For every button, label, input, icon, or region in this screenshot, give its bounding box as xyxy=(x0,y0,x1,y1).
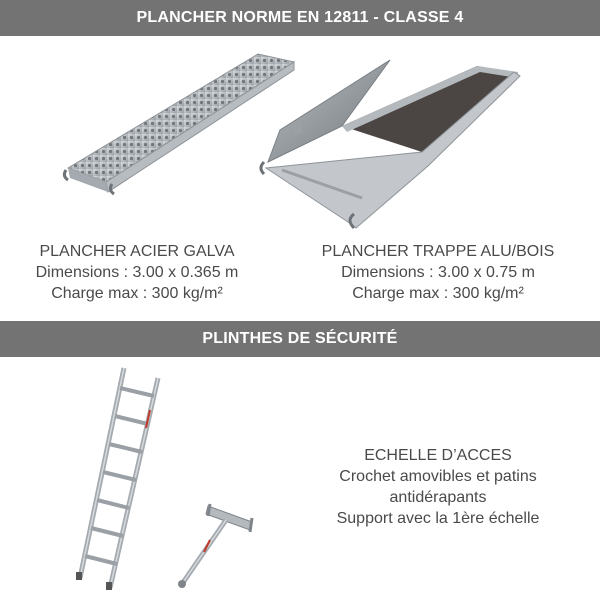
section-title: PLINTHES DE SÉCURITÉ xyxy=(202,330,398,347)
product-dimensions: Dimensions : 3.00 x 0.75 m xyxy=(341,264,535,281)
product-caption-trapdoor xyxy=(276,241,600,304)
product-name: PLANCHER TRAPPE ALU/BOIS xyxy=(321,243,555,260)
ladder-line-1: Crochet amovibles et patins xyxy=(339,468,537,485)
header-bar xyxy=(0,0,600,36)
ladder-line-3: Support avec la 1ère échelle xyxy=(336,510,540,527)
ladder-caption xyxy=(276,445,600,529)
product-name: PLANCHER ACIER GALVA xyxy=(39,243,235,260)
header-title: PLANCHER NORME EN 12811 - CLASSE 4 xyxy=(136,9,464,26)
product-dimensions: Dimensions : 3.00 x 0.365 m xyxy=(35,264,239,281)
ladder-support-image xyxy=(172,500,262,595)
ladder-line-2: antidérapants xyxy=(389,489,487,506)
trapdoor-plank-image xyxy=(252,58,527,233)
product-charge: Charge max : 300 kg/m² xyxy=(51,285,223,302)
ladder-title: ECHELLE D’ACCES xyxy=(364,447,512,464)
product-caption-steel xyxy=(0,241,274,304)
section-bar xyxy=(0,321,600,357)
ladder-image xyxy=(70,362,170,592)
product-charge: Charge max : 300 kg/m² xyxy=(352,285,524,302)
